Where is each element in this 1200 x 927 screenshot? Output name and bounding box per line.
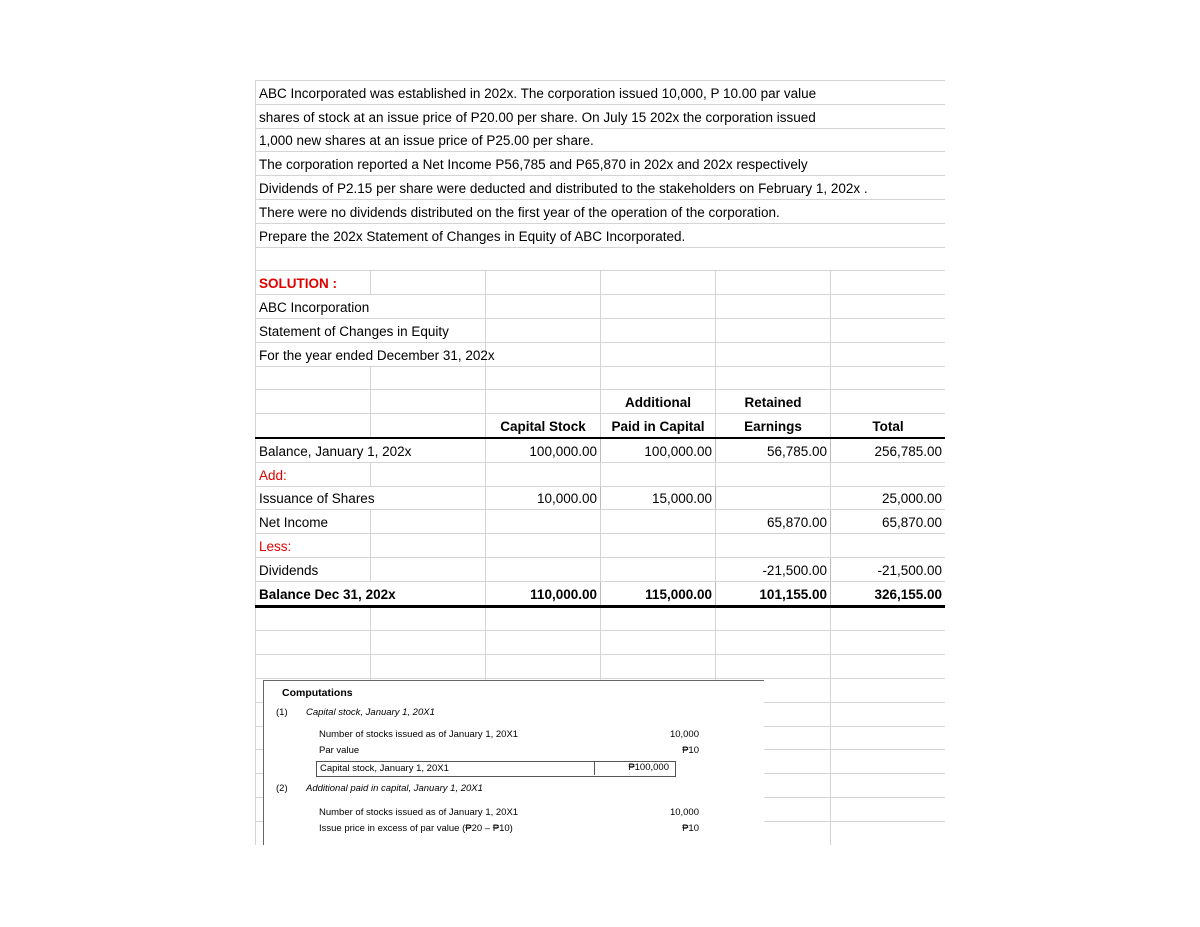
computation-row bbox=[319, 823, 699, 834]
cell[interactable] bbox=[831, 390, 946, 414]
step-number: (2) bbox=[276, 783, 288, 794]
cell[interactable] bbox=[601, 366, 716, 390]
cell[interactable] bbox=[601, 271, 716, 295]
cell[interactable] bbox=[716, 342, 831, 366]
company-row bbox=[256, 295, 946, 319]
computation-value: 10,000 bbox=[669, 729, 699, 740]
blank-cell[interactable] bbox=[256, 247, 946, 271]
cell[interactable] bbox=[831, 342, 946, 366]
total-value[interactable]: 326,155.00 bbox=[831, 581, 946, 606]
cell[interactable] bbox=[256, 655, 371, 679]
computation-value: ₱10 bbox=[682, 823, 699, 834]
cell[interactable] bbox=[601, 534, 716, 558]
computation-label: Number of stocks issued as of January 1, 20X1 bbox=[319, 729, 519, 740]
header-apic-line2[interactable]: Paid in Capital bbox=[601, 414, 716, 438]
cell[interactable] bbox=[486, 631, 601, 655]
cell[interactable] bbox=[831, 750, 946, 774]
statement-row bbox=[256, 318, 946, 342]
problem-line-row bbox=[256, 81, 946, 105]
problem-line-row bbox=[256, 152, 946, 176]
cell[interactable] bbox=[486, 295, 601, 319]
row-label[interactable]: Balance Dec 31, 202x bbox=[256, 581, 486, 606]
problem-line[interactable]: Prepare the 202x Statement of Changes in Equity of ABC Incorporated. bbox=[256, 223, 946, 247]
cell[interactable] bbox=[256, 631, 371, 655]
period-row bbox=[256, 342, 946, 366]
cell[interactable] bbox=[486, 557, 601, 581]
problem-line-row bbox=[256, 176, 946, 200]
cell[interactable] bbox=[371, 534, 486, 558]
cell[interactable] bbox=[716, 295, 831, 319]
row-label[interactable]: Less: bbox=[256, 534, 371, 558]
total-value[interactable]: 25,000.00 bbox=[831, 486, 946, 510]
retained-earnings-value[interactable]: 56,785.00 bbox=[716, 438, 831, 462]
row-add bbox=[256, 462, 946, 486]
step-title: Additional paid in capital, January 1, 20X1 bbox=[306, 783, 483, 794]
row-label[interactable]: Net Income bbox=[256, 510, 371, 534]
cell[interactable] bbox=[831, 655, 946, 679]
step-title: Capital stock, January 1, 20X1 bbox=[306, 707, 435, 718]
row-label[interactable]: Balance, January 1, 202x bbox=[256, 438, 486, 462]
cell[interactable] bbox=[486, 462, 601, 486]
cell[interactable] bbox=[716, 366, 831, 390]
header-total[interactable]: Total bbox=[831, 414, 946, 438]
row-less bbox=[256, 534, 946, 558]
cell[interactable] bbox=[601, 557, 716, 581]
retained-earnings-value[interactable]: -21,500.00 bbox=[716, 557, 831, 581]
cell[interactable] bbox=[716, 606, 831, 631]
cell[interactable] bbox=[831, 534, 946, 558]
computation-label: Capital stock, January 1, 20X1 bbox=[320, 763, 449, 774]
cell[interactable] bbox=[371, 366, 486, 390]
problem-line-row bbox=[256, 104, 946, 128]
cell[interactable] bbox=[831, 797, 946, 821]
cell[interactable] bbox=[256, 390, 371, 414]
cell[interactable] bbox=[256, 366, 371, 390]
header-row-2 bbox=[256, 414, 946, 438]
cell[interactable] bbox=[486, 318, 601, 342]
computation-total-row bbox=[316, 761, 676, 777]
cell[interactable] bbox=[831, 821, 946, 845]
cell[interactable] bbox=[831, 678, 946, 702]
problem-line[interactable]: shares of stock at an issue price of P20.00 per share. On July 15 202x the corporation issued bbox=[256, 104, 946, 128]
cell[interactable] bbox=[716, 534, 831, 558]
cell[interactable] bbox=[371, 655, 486, 679]
computation-row bbox=[319, 807, 699, 818]
cell[interactable] bbox=[371, 606, 486, 631]
cell[interactable] bbox=[831, 271, 946, 295]
cell[interactable] bbox=[371, 390, 486, 414]
solution-label-row bbox=[256, 271, 946, 295]
cell[interactable] bbox=[601, 462, 716, 486]
cell[interactable] bbox=[486, 510, 601, 534]
cell[interactable] bbox=[486, 271, 601, 295]
blank-row bbox=[256, 366, 946, 390]
cell[interactable] bbox=[371, 557, 486, 581]
computation-label: Par value bbox=[319, 745, 360, 756]
cell[interactable] bbox=[486, 366, 601, 390]
total-value[interactable]: 65,870.00 bbox=[831, 510, 946, 534]
cell[interactable] bbox=[371, 462, 486, 486]
cell[interactable] bbox=[831, 366, 946, 390]
problem-line-row bbox=[256, 199, 946, 223]
statement-title[interactable]: Statement of Changes in Equity bbox=[256, 318, 486, 342]
computation-value: ₱10 bbox=[682, 745, 699, 756]
total-value[interactable]: -21,500.00 bbox=[831, 557, 946, 581]
cell[interactable] bbox=[601, 510, 716, 534]
cell[interactable] bbox=[601, 606, 716, 631]
cell[interactable] bbox=[831, 295, 946, 319]
header-re-line1[interactable]: Retained bbox=[716, 390, 831, 414]
cell[interactable] bbox=[831, 774, 946, 798]
retained-earnings-value[interactable]: 65,870.00 bbox=[716, 510, 831, 534]
cell[interactable] bbox=[716, 486, 831, 510]
row-dividends bbox=[256, 557, 946, 581]
blank-row bbox=[256, 247, 946, 271]
cell[interactable] bbox=[486, 534, 601, 558]
cell[interactable] bbox=[831, 462, 946, 486]
cell[interactable] bbox=[601, 295, 716, 319]
cell[interactable] bbox=[256, 414, 371, 438]
problem-line[interactable]: Dividends of P2.15 per share were deducted and distributed to the stakeholders on February 1, 202x . bbox=[256, 176, 946, 200]
blank-row bbox=[256, 631, 946, 655]
total-value[interactable]: 256,785.00 bbox=[831, 438, 946, 462]
capital-stock-value[interactable]: 110,000.00 bbox=[486, 581, 601, 606]
computations-image bbox=[263, 680, 764, 845]
cell[interactable] bbox=[486, 342, 601, 366]
cell[interactable] bbox=[601, 655, 716, 679]
row-balance-jan bbox=[256, 438, 946, 462]
step-number: (1) bbox=[276, 707, 288, 718]
cell[interactable] bbox=[716, 271, 831, 295]
company-name[interactable]: ABC Incorporation bbox=[256, 295, 486, 319]
cell[interactable] bbox=[371, 414, 486, 438]
blank-row bbox=[256, 655, 946, 679]
retained-earnings-value[interactable]: 101,155.00 bbox=[716, 581, 831, 606]
row-net-income bbox=[256, 510, 946, 534]
problem-line-row bbox=[256, 128, 946, 152]
header-apic-line1[interactable]: Additional bbox=[601, 390, 716, 414]
cell[interactable] bbox=[371, 510, 486, 534]
computations-title: Computations bbox=[282, 687, 353, 699]
capital-stock-value[interactable]: 100,000.00 bbox=[486, 438, 601, 462]
cell[interactable] bbox=[256, 606, 371, 631]
cell[interactable] bbox=[716, 318, 831, 342]
computation-label: Number of stocks issued as of January 1, 20X1 bbox=[319, 807, 519, 818]
cell[interactable] bbox=[716, 655, 831, 679]
apic-value[interactable]: 100,000.00 bbox=[601, 438, 716, 462]
spreadsheet-sheet bbox=[255, 80, 945, 845]
apic-value[interactable]: 15,000.00 bbox=[601, 486, 716, 510]
cell[interactable] bbox=[601, 342, 716, 366]
cell[interactable] bbox=[371, 631, 486, 655]
row-issuance bbox=[256, 486, 946, 510]
apic-value[interactable]: 115,000.00 bbox=[601, 581, 716, 606]
header-capital-stock[interactable]: Capital Stock bbox=[486, 414, 601, 438]
header-re-line2[interactable]: Earnings bbox=[716, 414, 831, 438]
cell[interactable] bbox=[831, 606, 946, 631]
blank-row bbox=[256, 606, 946, 631]
statement-period[interactable]: For the year ended December 31, 202x bbox=[256, 342, 486, 366]
problem-line[interactable]: The corporation reported a Net Income P56,785 and P65,870 in 202x and 202x respectively bbox=[256, 152, 946, 176]
row-label[interactable]: Add: bbox=[256, 462, 371, 486]
problem-line[interactable]: ABC Incorporated was established in 202x. The corporation issued 10,000, P 10.00 par value bbox=[256, 81, 946, 105]
header-row-1 bbox=[256, 390, 946, 414]
computation-row bbox=[319, 745, 699, 756]
computation-value: 10,000 bbox=[669, 807, 699, 818]
solution-label[interactable]: SOLUTION : bbox=[256, 271, 371, 295]
row-label[interactable]: Issuance of Shares bbox=[256, 486, 486, 510]
cell[interactable] bbox=[486, 390, 601, 414]
computation-row bbox=[319, 729, 699, 740]
cell[interactable] bbox=[486, 655, 601, 679]
computation-value: ₱100,000 bbox=[594, 761, 672, 775]
cell[interactable] bbox=[716, 462, 831, 486]
cell[interactable] bbox=[831, 726, 946, 750]
cell[interactable] bbox=[716, 631, 831, 655]
cell[interactable] bbox=[486, 606, 601, 631]
cell[interactable] bbox=[831, 631, 946, 655]
cell[interactable] bbox=[601, 318, 716, 342]
problem-line[interactable]: 1,000 new shares at an issue price of P25.00 per share. bbox=[256, 128, 946, 152]
row-balance-dec bbox=[256, 581, 946, 606]
computation-label: Issue price in excess of par value (₱20 – ₱10) bbox=[319, 823, 513, 834]
cell[interactable] bbox=[371, 271, 486, 295]
row-label[interactable]: Dividends bbox=[256, 557, 371, 581]
computation-step-1 bbox=[276, 707, 435, 718]
problem-line[interactable]: There were no dividends distributed on the first year of the operation of the corporation. bbox=[256, 199, 946, 223]
capital-stock-value[interactable]: 10,000.00 bbox=[486, 486, 601, 510]
computation-step-2 bbox=[276, 783, 483, 794]
cell[interactable] bbox=[831, 318, 946, 342]
cell[interactable] bbox=[601, 631, 716, 655]
problem-line-row bbox=[256, 223, 946, 247]
cell[interactable] bbox=[831, 702, 946, 726]
